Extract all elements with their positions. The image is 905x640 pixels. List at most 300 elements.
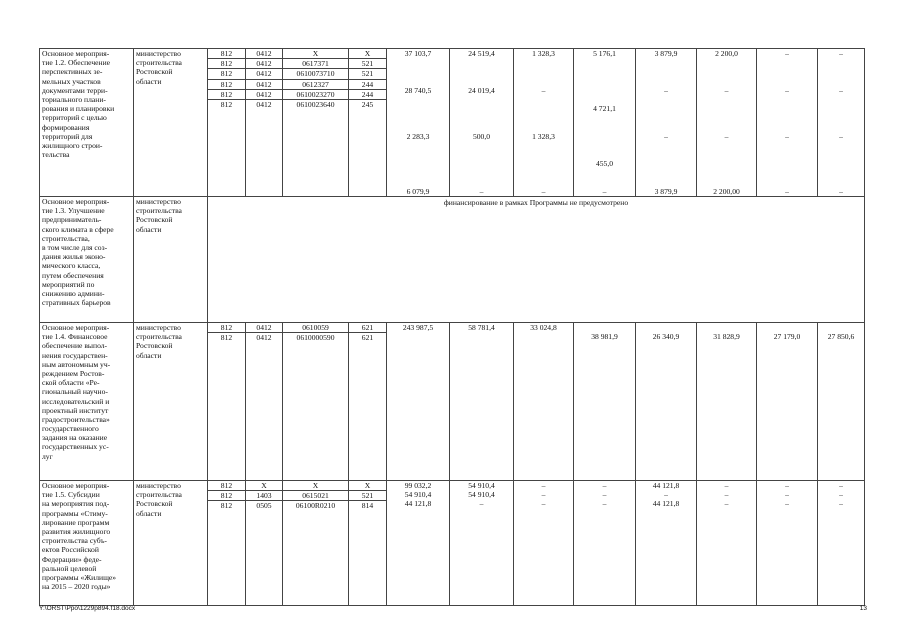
amount-2014-value: 500,0 (472, 131, 491, 141)
amount-2016-value (577, 178, 632, 187)
amount-2017-value (639, 123, 693, 132)
amount-2014-value: 54 910,4 (468, 490, 495, 500)
amount-2014-value (453, 95, 510, 104)
amount-2018 (697, 481, 757, 606)
amount-2015-value (517, 178, 570, 187)
activity-name-line: ториального плани- (42, 94, 106, 104)
amount-2017 (636, 323, 697, 481)
activity-name-line: нения государствен- (42, 350, 108, 360)
csr-code-value: 0615021 (283, 491, 348, 501)
grbs-code (208, 481, 246, 606)
activity-name-line: тие 1.5. Субсидии (42, 490, 100, 500)
executor-name-line: области (136, 76, 162, 86)
amount-2018 (697, 49, 757, 197)
amount-2019-value (760, 123, 814, 132)
executor-name-line: области (136, 508, 162, 518)
amount-2020-value: – (839, 49, 843, 58)
amount-2017-value (639, 323, 693, 332)
amount-2014-value (453, 150, 510, 159)
csr-code-value: 0610059 (302, 323, 329, 332)
activity-name-line: обеспечение выпол- (42, 341, 108, 351)
amount-2018-value (700, 104, 753, 113)
amount-2019-value: – (785, 499, 789, 509)
activity-name-line: строительства, (42, 233, 90, 243)
amount-2018-value: 31 828,9 (713, 332, 740, 342)
amount-2014 (450, 323, 514, 481)
amount-2014-value (453, 159, 510, 168)
executor-name-line: министерство (136, 49, 181, 58)
amount-2015 (514, 323, 574, 481)
csr-code-value: 0610023640 (283, 100, 348, 110)
amount-2015-value (517, 58, 570, 67)
amount-total-value (390, 123, 446, 132)
activity-name-line: реждением Ростов- (42, 368, 105, 378)
rzpr-code-value: 0412 (246, 100, 282, 110)
executor-name-line: Ростовской (136, 341, 173, 351)
amount-2018-value (700, 323, 753, 332)
amount-2018-value (700, 178, 753, 187)
amount-2020-value: – (839, 85, 843, 95)
grbs-code-value: 812 (208, 100, 245, 110)
rzpr-code-value: 0412 (246, 79, 282, 89)
amount-2020-value (821, 123, 861, 132)
amount-total-value: 54 910,4 (404, 490, 432, 500)
amount-total (387, 481, 450, 606)
activity-name-line: строительства субъ- (42, 536, 107, 546)
amount-2014-value: 58 781,4 (468, 323, 495, 332)
amount-2016-value: – (602, 490, 607, 500)
amount-2017-value (639, 150, 693, 159)
activity-name-line: Основное мероприя- (42, 481, 110, 490)
amount-2016-value (577, 132, 632, 141)
amount-2020-value: – (839, 131, 843, 141)
grbs-code (208, 49, 246, 197)
amount-2017-value: 3 879,9 (654, 186, 678, 196)
amount-2017-value (639, 141, 693, 150)
amount-2020 (818, 49, 865, 197)
rzpr-code (246, 481, 283, 606)
amount-2016-value (577, 95, 632, 104)
amount-2015-value (517, 113, 570, 122)
grbs-code-value: 812 (220, 49, 233, 58)
amount-2017-value (639, 95, 693, 104)
amount-2016-value: – (602, 499, 607, 509)
amount-2019-value: – (785, 131, 789, 141)
amount-2015-value (517, 141, 570, 150)
activity-name (40, 481, 134, 606)
amount-2015-value (517, 77, 570, 86)
amount-2018-value: – (724, 85, 729, 95)
amount-2019-value (760, 168, 814, 177)
amount-total-value (390, 150, 446, 159)
amount-2016-value (577, 67, 632, 76)
amount-2014-value: – (479, 499, 484, 509)
amount-2016-value (577, 150, 632, 159)
table-row (40, 323, 865, 481)
activity-name-line: мельных участков (42, 76, 101, 86)
amount-2019-value (760, 150, 814, 159)
amount-total-value (390, 77, 446, 86)
amount-2017 (636, 49, 697, 197)
amount-2018-value (700, 159, 753, 168)
table-row (40, 481, 865, 606)
amount-total-value: 44 121,8 (404, 499, 432, 509)
amount-2019-value (760, 104, 814, 113)
csr-code-value: 0610023270 (283, 89, 348, 99)
amount-2016-value: 455,0 (595, 159, 614, 169)
amount-2014-value: – (479, 186, 484, 196)
rzpr-code (246, 323, 283, 481)
executor-name-line: министерство (136, 481, 181, 490)
amount-2014-value (453, 141, 510, 150)
amount-2015-value: – (541, 490, 546, 500)
amount-2018-value (700, 77, 753, 86)
amount-2016 (574, 49, 636, 197)
amount-2018-value: – (724, 499, 729, 509)
amount-2019 (757, 323, 818, 481)
amount-2016-value (577, 86, 632, 95)
amount-2015-value (517, 168, 570, 177)
executor-name-line: Ростовской (136, 215, 173, 225)
amount-2016-value (577, 113, 632, 122)
amount-2020-value (821, 67, 861, 76)
amount-2014-value (453, 332, 510, 341)
amount-2016-value: 38 981,9 (591, 332, 618, 342)
amount-2020-value: – (839, 186, 843, 196)
activity-name-line: градостроительства» (42, 414, 110, 424)
activity-name-line: документами терри- (42, 85, 108, 95)
executor-name (134, 323, 208, 481)
amount-2014 (450, 481, 514, 606)
amount-2017-value (639, 113, 693, 122)
grbs-code-value: 812 (208, 79, 245, 89)
amount-total-value (390, 159, 446, 168)
activity-name-line: тие 1.4. Финансовое (42, 332, 108, 342)
executor-name-line: строительства (136, 490, 182, 500)
amount-2015-value (517, 123, 570, 132)
amount-total-value (390, 332, 446, 341)
amount-2019-value: – (785, 49, 789, 58)
amount-2020-value: 27 850,6 (827, 332, 855, 342)
activity-name-line: тельства (42, 150, 70, 160)
amount-2018-value (700, 58, 753, 67)
amount-2017-value (639, 168, 693, 177)
amount-2015-value: – (541, 499, 546, 509)
footer-page-number: 13 (859, 605, 867, 612)
amount-2020-value (821, 104, 861, 113)
activity-name-line: Основное мероприя- (42, 323, 110, 332)
amount-2019-value (760, 95, 814, 104)
amount-2020-value (821, 168, 861, 177)
executor-name (134, 197, 208, 323)
vr-code-value: 814 (349, 501, 386, 511)
amount-2018-value (700, 141, 753, 150)
amount-2017-value: – (664, 490, 668, 500)
amount-total-value (390, 67, 446, 76)
csr-code-value: 0617371 (283, 59, 348, 69)
rzpr-code-value: 0412 (246, 69, 282, 79)
amount-2020-value (821, 58, 861, 67)
amount-2016-value: – (602, 186, 607, 196)
grbs-code (208, 323, 246, 481)
amount-2020-value: – (839, 499, 843, 509)
amount-2019-value (760, 113, 814, 122)
amount-2018-value: 2 200,00 (713, 186, 740, 196)
executor-name-line: области (136, 350, 162, 360)
activity-name-line: луг (42, 451, 53, 461)
grbs-code-value: 812 (208, 69, 245, 79)
amount-2015-value: – (541, 85, 546, 95)
amount-2015-value (517, 159, 570, 168)
activity-name-line: задания на оказание (42, 433, 108, 443)
activity-name (40, 323, 134, 481)
amount-2017-value (639, 58, 693, 67)
activity-name-line: лирование программ (42, 517, 110, 527)
amount-2015-value (517, 95, 570, 104)
amount-2014-value (453, 113, 510, 122)
amount-2017-value: – (664, 131, 668, 141)
amount-2018-value: 2 200,0 (715, 49, 738, 58)
amount-2020 (818, 481, 865, 606)
csr-code-value: 06100R0210 (283, 501, 348, 511)
activity-name-line: перспективных зе- (42, 67, 103, 77)
rzpr-code-value: X (261, 481, 267, 490)
vr-code-value: 621 (361, 323, 374, 332)
amount-2015-value (517, 104, 570, 113)
amount-2016 (574, 481, 636, 606)
activity-name-line: ского климата в сфере (42, 224, 114, 234)
executor-name (134, 49, 208, 197)
activity-name-line: программы «Жилище» (42, 572, 117, 582)
amount-2018-value (700, 95, 753, 104)
amount-2016-value: 4 721,1 (593, 104, 616, 114)
table-row (40, 49, 865, 197)
vr-code-value: 521 (349, 69, 386, 79)
amount-2018-value (700, 113, 753, 122)
amount-total-value (390, 113, 446, 122)
amount-total-value: 37 103,7 (404, 49, 432, 58)
vr-code-value: 244 (349, 79, 386, 89)
amount-2019-value (760, 77, 814, 86)
amount-2017-value (639, 178, 693, 187)
amount-2016-value (577, 77, 632, 86)
footer-file-path: Y:\ORST\Ppo\1229p894.f18.docx (39, 605, 136, 612)
activity-name-line: ектов Российской (42, 545, 99, 555)
amount-2016-value (577, 123, 632, 132)
vr-code-value: 621 (349, 333, 386, 343)
amount-2017-value (639, 104, 693, 113)
activity-name-line: дания жилья эконо- (42, 252, 106, 262)
activity-name-line: проектный институт (42, 405, 109, 415)
amount-2020-value: – (839, 481, 843, 490)
activity-name-line: тие 1.3. Улучшение (42, 206, 105, 216)
amount-total-value: 243 987,5 (402, 323, 434, 332)
amount-total-value (390, 104, 446, 113)
activity-name-line: территорий для (42, 131, 93, 141)
amount-2014-value: 24 519,4 (468, 49, 495, 58)
amount-2018-value (700, 150, 753, 159)
amount-2020-value (821, 159, 861, 168)
amount-2014-value (453, 178, 510, 187)
amount-2019-value: – (785, 85, 789, 95)
amount-2015-value (517, 332, 570, 341)
amount-2018-value: – (724, 131, 729, 141)
amount-2017 (636, 481, 697, 606)
amount-2019 (757, 49, 818, 197)
activity-name-line: на мероприятия под- (42, 499, 110, 509)
amount-2015-value (517, 67, 570, 76)
amount-2020-value (821, 150, 861, 159)
amount-2017-value: 44 121,8 (652, 499, 680, 509)
financing-note: финансирование в рамках Программы не предусмотрено (208, 197, 865, 323)
activity-name-line: мического класса, (42, 261, 101, 271)
program-financing-table (39, 48, 865, 606)
amount-2015-value: 33 024,8 (530, 323, 557, 332)
amount-2015-value: – (541, 186, 546, 196)
amount-2019-value (760, 58, 814, 67)
activity-name-line: формирования (42, 122, 90, 132)
amount-2020-value (821, 77, 861, 86)
amount-2020-value (821, 95, 861, 104)
amount-2016-value (577, 323, 632, 332)
amount-total-value: 2 283,3 (406, 131, 430, 141)
amount-2019-value: – (785, 481, 789, 490)
grbs-code-value: 812 (220, 481, 233, 490)
rzpr-code-value: 0412 (246, 89, 282, 99)
amount-2014 (450, 49, 514, 197)
activity-name-line: ской области «Ре- (42, 378, 100, 388)
amount-2020-value (821, 178, 861, 187)
amount-2020-value (821, 141, 861, 150)
amount-2015 (514, 49, 574, 197)
activity-name-line: в том числе для соз- (42, 242, 108, 252)
activity-name (40, 49, 134, 197)
activity-name-line: исследовательский и (42, 396, 110, 406)
amount-2020 (818, 323, 865, 481)
table-body (40, 49, 865, 606)
activity-name-line: гиональный научно- (42, 387, 108, 397)
activity-name-line: Основное мероприя- (42, 49, 110, 58)
activity-name-line: Основное мероприя- (42, 197, 110, 206)
amount-2020-value: – (839, 490, 843, 500)
rzpr-code-value: 0505 (246, 501, 282, 511)
amount-total (387, 49, 450, 197)
amount-2018-value: – (724, 481, 729, 490)
amount-2015-value: 1 328,3 (532, 131, 555, 141)
activity-name-line: государственного (42, 424, 99, 434)
vr-code-value: 521 (349, 59, 386, 69)
csr-code-value: 0610000590 (283, 333, 348, 343)
csr-code (283, 481, 349, 606)
amount-total-value (390, 141, 446, 150)
csr-code (283, 323, 349, 481)
activity-name-line: тие 1.2. Обеспечение (42, 58, 111, 68)
activity-name-line: мероприятий по (42, 279, 95, 289)
rzpr-code (246, 49, 283, 197)
amount-2020-value (821, 323, 861, 332)
vr-code (349, 481, 387, 606)
amount-total-value (390, 178, 446, 187)
amount-2018-value: – (724, 490, 729, 500)
amount-2017-value (639, 159, 693, 168)
amount-2014-value (453, 168, 510, 177)
executor-name-line: области (136, 224, 162, 234)
csr-code-value: 0612327 (283, 79, 348, 89)
rzpr-code-value: 1403 (246, 491, 282, 501)
activity-name-line: государственных ус- (42, 442, 109, 452)
vr-code (349, 323, 387, 481)
amount-total-value (390, 95, 446, 104)
amount-2017-value (639, 77, 693, 86)
activity-name-line: Федерации» феде- (42, 554, 102, 564)
amount-2016-value (577, 168, 632, 177)
grbs-code-value: 812 (208, 491, 245, 501)
rzpr-code-value: 0412 (246, 333, 282, 343)
activity-name-line: территорий с целью (42, 113, 107, 123)
amount-2016-value: 5 176,1 (593, 49, 616, 58)
amount-2017-value (639, 67, 693, 76)
amount-total-value (390, 168, 446, 177)
amount-total-value: 99 032,2 (404, 481, 432, 490)
amount-2018-value (700, 123, 753, 132)
amount-2017-value: 26 340,9 (652, 332, 680, 342)
executor-name-line: Ростовской (136, 67, 173, 77)
amount-2019-value (760, 178, 814, 187)
table-row (40, 197, 865, 323)
amount-2019-value (760, 141, 814, 150)
rzpr-code-value: 0412 (246, 59, 282, 69)
amount-2014-value (453, 104, 510, 113)
csr-code-value: 0610073710 (283, 69, 348, 79)
amount-total-value (390, 58, 446, 67)
vr-code-value: X (364, 49, 371, 58)
amount-total (387, 323, 450, 481)
amount-2014-value: 24 019,4 (468, 85, 495, 95)
activity-name-line: ральной целевой (42, 563, 97, 573)
activity-name-line: на 2015 – 2020 годы» (42, 582, 111, 592)
amount-2016 (574, 323, 636, 481)
amount-2016-value: – (602, 481, 607, 490)
amount-2018 (697, 323, 757, 481)
amount-total-value: 6 079,9 (406, 186, 430, 196)
activity-name-line: снижению админи- (42, 288, 105, 298)
amount-2015-value: – (541, 481, 546, 490)
amount-2017-value: 44 121,8 (652, 481, 680, 490)
grbs-code-value: 812 (208, 89, 245, 99)
amount-2017-value: 3 879,9 (654, 49, 678, 58)
vr-code (349, 49, 387, 197)
grbs-code-value: 812 (220, 323, 233, 332)
amount-2014-value (453, 58, 510, 67)
activity-name-line: ным автономным уч- (42, 359, 111, 369)
activity-name-line: жилищного строи- (42, 140, 103, 150)
amount-total-value: 28 740,5 (404, 85, 432, 95)
activity-name-line: предприниматель- (42, 215, 102, 225)
executor-name-line: строительства (136, 58, 182, 68)
activity-name (40, 197, 134, 323)
amount-2019 (757, 481, 818, 606)
executor-name (134, 481, 208, 606)
executor-name-line: строительства (136, 206, 182, 216)
vr-code-value: X (364, 481, 371, 490)
rzpr-code-value: 0412 (256, 323, 272, 332)
activity-name-line: программы «Стиму- (42, 508, 108, 518)
csr-code (283, 49, 349, 197)
amount-2014-value: 54 910,4 (468, 481, 495, 490)
amount-2019-value: – (785, 186, 789, 196)
amount-2019-value (760, 67, 814, 76)
activity-name-line: развития жилищного (42, 526, 111, 536)
